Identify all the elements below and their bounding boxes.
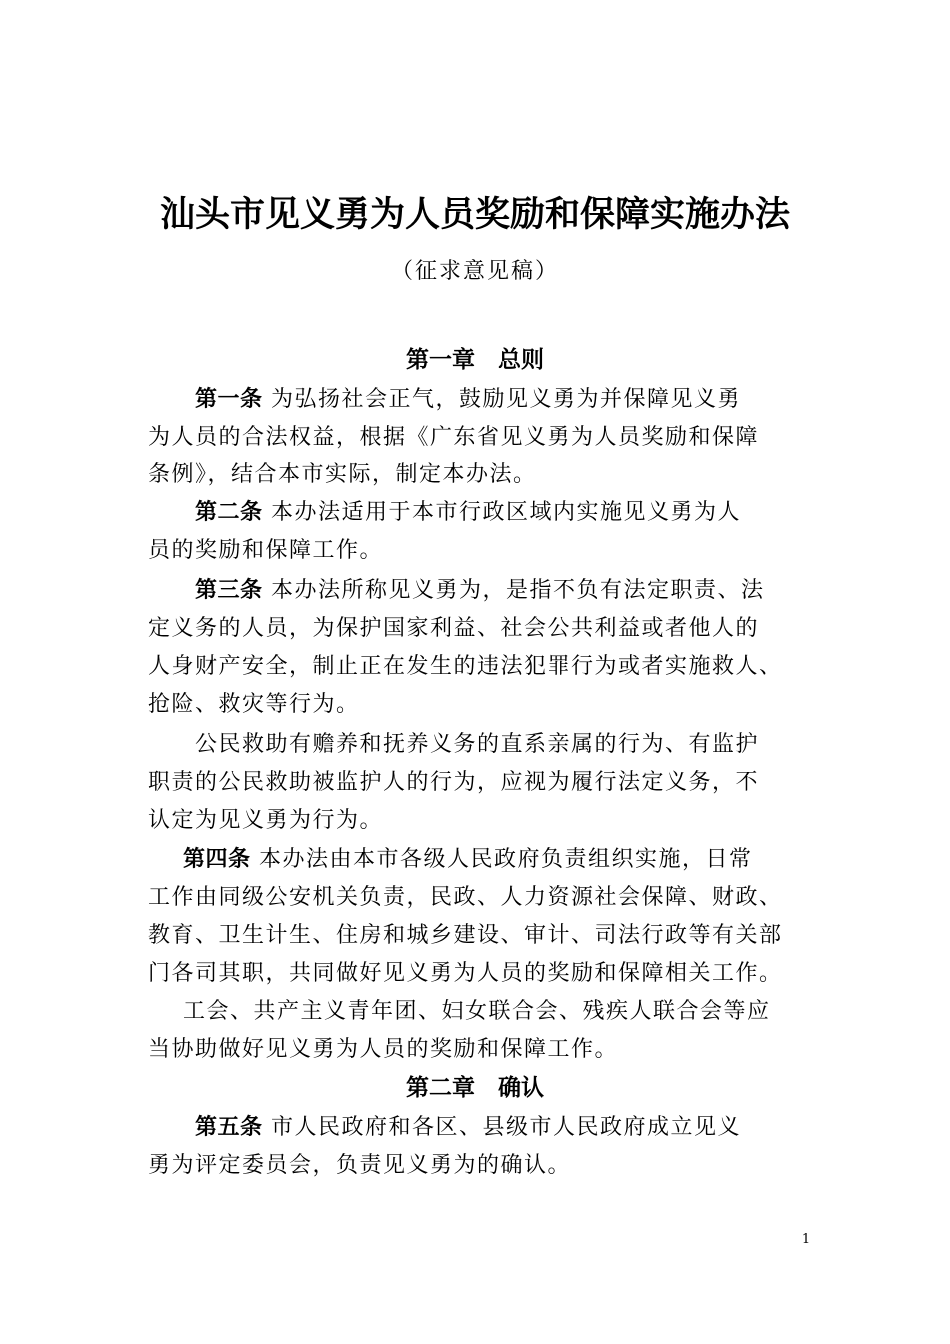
article-3-para-2-line-3: 认定为见义勇为行为。 (148, 808, 384, 833)
article-3-para-2-line-2: 职责的公民救助被监护人的行为，应视为履行法定义务，不 (148, 770, 760, 795)
article-5-label: 第五条 (195, 1115, 263, 1140)
article-4-label: 第四条 (183, 847, 251, 872)
article-4-text-1: 本办法由本市各级人民政府负责组织实施，日常 (259, 847, 753, 872)
article-2-line-1 (195, 497, 741, 529)
article-5-line-2: 勇为评定委员会，负责见义勇为的确认。 (148, 1153, 572, 1178)
article-4-line-4: 门各司其职，共同做好见义勇为人员的奖励和保障相关工作。 (148, 961, 783, 986)
chapter-heading-1: 第一章 总则 (406, 347, 544, 373)
article-5-line-1 (195, 1112, 741, 1144)
article-3-line-3: 人身财产安全，制止正在发生的违法犯罪行为或者实施救人、 (148, 654, 783, 679)
page-number: 1 (801, 1232, 811, 1247)
document-title: 汕头市见义勇为人员奖励和保障实施办法 (159, 194, 790, 235)
article-2-label: 第二条 (195, 500, 263, 525)
article-2-text-1: 本办法适用于本市行政区域内实施见义勇为人 (271, 500, 742, 525)
article-3-line-4: 抢险、救灾等行为。 (148, 692, 360, 717)
document-subtitle: （征求意见稿） (390, 259, 559, 284)
article-2-line-2: 员的奖励和保障工作。 (148, 538, 384, 563)
chapter-heading-2: 第二章 确认 (406, 1075, 544, 1101)
article-1-line-3: 条例》，结合本市实际，制定本办法。 (148, 462, 537, 487)
article-4-line-2: 工作由同级公安机关负责，民政、人力资源社会保障、财政、 (148, 885, 783, 910)
article-4-line-3: 教育、卫生计生、住房和城乡建设、审计、司法行政等有关部 (148, 923, 783, 948)
article-4-line-1 (183, 844, 753, 876)
article-3-label: 第三条 (195, 578, 263, 603)
article-1-label: 第一条 (195, 387, 263, 412)
article-4-para-2-line-1: 工会、共产主义青年团、妇女联合会、残疾人联合会等应 (183, 999, 771, 1024)
article-5-text-1: 市人民政府和各区、县级市人民政府成立见义 (271, 1115, 742, 1140)
article-1-line-1 (195, 384, 741, 416)
article-4-para-2-line-2: 当协助做好见义勇为人员的奖励和保障工作。 (148, 1037, 619, 1062)
article-3-line-2: 定义务的人员，为保护国家利益、社会公共利益或者他人的 (148, 616, 760, 641)
article-1-line-2: 为人员的合法权益，根据《广东省见义勇为人员奖励和保障 (148, 425, 760, 450)
article-3-para-2-line-1: 公民救助有赡养和抚养义务的直系亲属的行为、有监护 (195, 732, 760, 757)
article-3-line-1 (195, 575, 765, 607)
article-3-text-1: 本办法所称见义勇为，是指不负有法定职责、法 (271, 578, 765, 603)
article-1-text-1: 为弘扬社会正气，鼓励见义勇为并保障见义勇 (271, 387, 742, 412)
